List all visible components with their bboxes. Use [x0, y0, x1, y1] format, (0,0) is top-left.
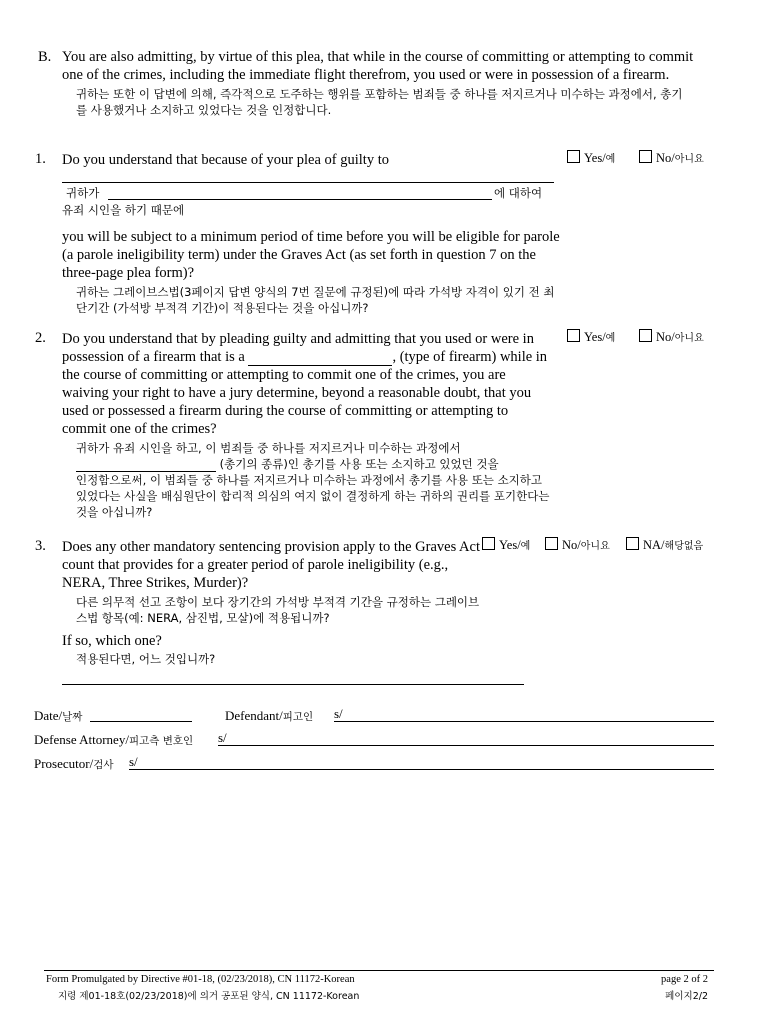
- q3-which-field[interactable]: [62, 684, 524, 685]
- q2-number: 2.: [35, 330, 46, 346]
- section-b-letter: B.: [38, 49, 52, 65]
- date-label: [34, 708, 82, 724]
- q1-no-label: No/: [656, 151, 675, 165]
- prosecutor-label-en: Prosecutor/: [34, 756, 94, 771]
- footer-left-ko: 지령 제01-18호(02/23/2018)에 의거 공포된 양식, CN 11172-Korean: [58, 991, 360, 1002]
- q1-offense-ko-field[interactable]: [108, 199, 492, 200]
- q3-no-label: No/: [562, 538, 581, 552]
- q2-no-checkbox[interactable]: [639, 329, 652, 342]
- q1-text: Do you understand that because of your plea of guilty to: [62, 152, 389, 168]
- q3-body: [62, 538, 482, 626]
- attorney-s: s/: [218, 730, 227, 745]
- defendant-label: [225, 708, 313, 724]
- q3-na-label: NA/: [643, 538, 665, 552]
- q1-body: [62, 228, 560, 316]
- attorney-label-en: Defense Attorney/: [34, 732, 129, 747]
- q3-no-checkbox[interactable]: [545, 537, 558, 550]
- q2-yes-checkbox[interactable]: [567, 329, 580, 342]
- q1-yes-checkbox[interactable]: [567, 150, 580, 163]
- q3-yes-option[interactable]: [482, 537, 530, 553]
- q1-no-option[interactable]: [639, 150, 704, 166]
- q3-yes-label-ko: 예: [520, 541, 531, 552]
- q3-yes-label: Yes/: [499, 538, 521, 552]
- date-label-en: Date/: [34, 708, 63, 723]
- q1-no-label-ko: 아니요: [674, 154, 704, 165]
- q2-no-label: No/: [656, 330, 675, 344]
- q1-no-checkbox[interactable]: [639, 150, 652, 163]
- footer-divider: [44, 970, 714, 971]
- q2-text: [62, 330, 556, 438]
- q2-korean-b-line: [62, 456, 556, 472]
- prosecutor-label-ko: 검사: [93, 759, 114, 771]
- q1-yes-label-ko: 예: [605, 154, 616, 165]
- prosecutor-label: [34, 756, 114, 772]
- q3-no-label-ko: 아니요: [580, 541, 610, 552]
- section-b-english: You are also admitting, by virtue of this plea, that while in the course of committing or attempting to commit one of the crimes, including the immediate flight therefrom, you used or were in possession of a firearm.: [62, 49, 694, 83]
- q2-firearm-type-ko-field[interactable]: [76, 458, 216, 472]
- q3-if-so-korean: 적용된다면, 어느 것입니까?: [76, 652, 216, 666]
- q2-korean-b: (총기의 종류)인 총기를 사용 또는 소지하고 있었던 것을: [219, 457, 499, 471]
- q3-yes-checkbox[interactable]: [482, 537, 495, 550]
- date-label-ko: 날짜: [62, 711, 83, 723]
- q1-ko-line2: 유죄 시인을 하기 때문에: [62, 203, 185, 217]
- q3-na-label-ko: 해당없음: [664, 541, 704, 552]
- defendant-s: s/: [334, 706, 343, 721]
- attorney-signature-field[interactable]: [218, 745, 714, 746]
- prosecutor-s: s/: [129, 754, 138, 769]
- q3-korean: 다른 의무적 선고 조항이 보다 장기간의 가석방 부적격 기간을 규정하는 그레이브스법 항목(예: NERA, 삼진법, 모살)에 적용됩니까?: [76, 595, 480, 625]
- defendant-signature-field[interactable]: [334, 721, 714, 722]
- q1-yes-option[interactable]: [567, 150, 615, 166]
- footer-page-en: page 2 of 2: [661, 974, 708, 985]
- defendant-label-en: Defendant/: [225, 708, 283, 723]
- q2-no-label-ko: 아니요: [674, 333, 704, 344]
- q1-korean: 귀하는 그레이브스법(3페이지 답변 양식의 7번 질문에 규정된)에 따라 가석방 자격이 있기 전 최단기간 (가석방 부적격 기간)이 적용된다는 것을 아십니까?: [76, 285, 555, 315]
- q2-firearm-type-field[interactable]: [248, 351, 392, 366]
- q3-no-option[interactable]: [545, 537, 610, 553]
- q2-yes-option[interactable]: [567, 329, 615, 345]
- q2-no-option[interactable]: [639, 329, 704, 345]
- q3-if-so: If so, which one?: [62, 633, 162, 649]
- attorney-label-ko: 피고측 변호인: [128, 735, 194, 747]
- q3-na-option[interactable]: [626, 537, 703, 553]
- q2-yes-label: Yes/: [584, 330, 606, 344]
- q3-na-checkbox[interactable]: [626, 537, 639, 550]
- section-b: [62, 48, 712, 118]
- section-b-korean: 귀하는 또한 이 답변에 의해, 즉각적으로 도주하는 행위를 포함하는 범죄들 중 하나를 저지르거나 미수하는 과정에서, 총기를 사용했거나 소지하고 있었다는 것을 인정합니다.: [76, 87, 683, 117]
- q3-number: 3.: [35, 538, 46, 554]
- q2-text-a: Do you understand that by pleading guilty and admitting that you used or were in possession of a firearm that is a: [62, 331, 534, 365]
- q1-text-continued: you will be subject to a minimum period of time before you will be eligible for parole (a parole ineligibility term) under the Graves Act (as set forth in question 7 on the three-page plea form)?: [62, 229, 560, 281]
- defendant-label-ko: 피고인: [282, 711, 314, 723]
- date-field[interactable]: [90, 721, 192, 722]
- q2-body: [62, 330, 556, 520]
- q2-yes-label-ko: 예: [605, 333, 616, 344]
- q2-korean-c: 인정함으로써, 이 범죄들 중 하나를 저지르거나 미수하는 과정에서 총기를 사용 또는 소지하고 있었다는 사실을 배심원단이 합리적 의심의 여지 없이 결정하게 하는 귀하의 권리를 포기한다는 것을 아십니까?: [76, 473, 550, 519]
- q1-ko-suffix: 에 대하여: [494, 186, 543, 200]
- q1-ko-prefix: 귀하가: [66, 186, 100, 200]
- q2-korean-a: 귀하가 유죄 시인을 하고, 이 범죄들 중 하나를 저지르거나 미수하는 과정에서: [76, 441, 461, 455]
- q1-offense-field[interactable]: [62, 182, 554, 183]
- q1-number: 1.: [35, 151, 46, 167]
- q2-text-b: , (type of firearm) while in the course of committing or attempting to commit one of the crimes, you are waiving your right to have a jury determine, beyond a reasonable doubt, that you used or possessed a firearm during the course of committing or attempting to commit one of the crimes?: [62, 349, 548, 437]
- prosecutor-signature-field[interactable]: [129, 769, 714, 770]
- footer-page-ko: 페이지2/2: [665, 991, 708, 1002]
- q1-yes-label: Yes/: [584, 151, 606, 165]
- footer-left-en: Form Promulgated by Directive #01-18, (02/23/2018), CN 11172-Korean: [46, 974, 355, 985]
- q3-text: Does any other mandatory sentencing provision apply to the Graves Act count that provides for a greater period of parole ineligibility (e.g., NERA, Three Strikes, Murder)?: [62, 539, 480, 591]
- attorney-label: [34, 732, 193, 748]
